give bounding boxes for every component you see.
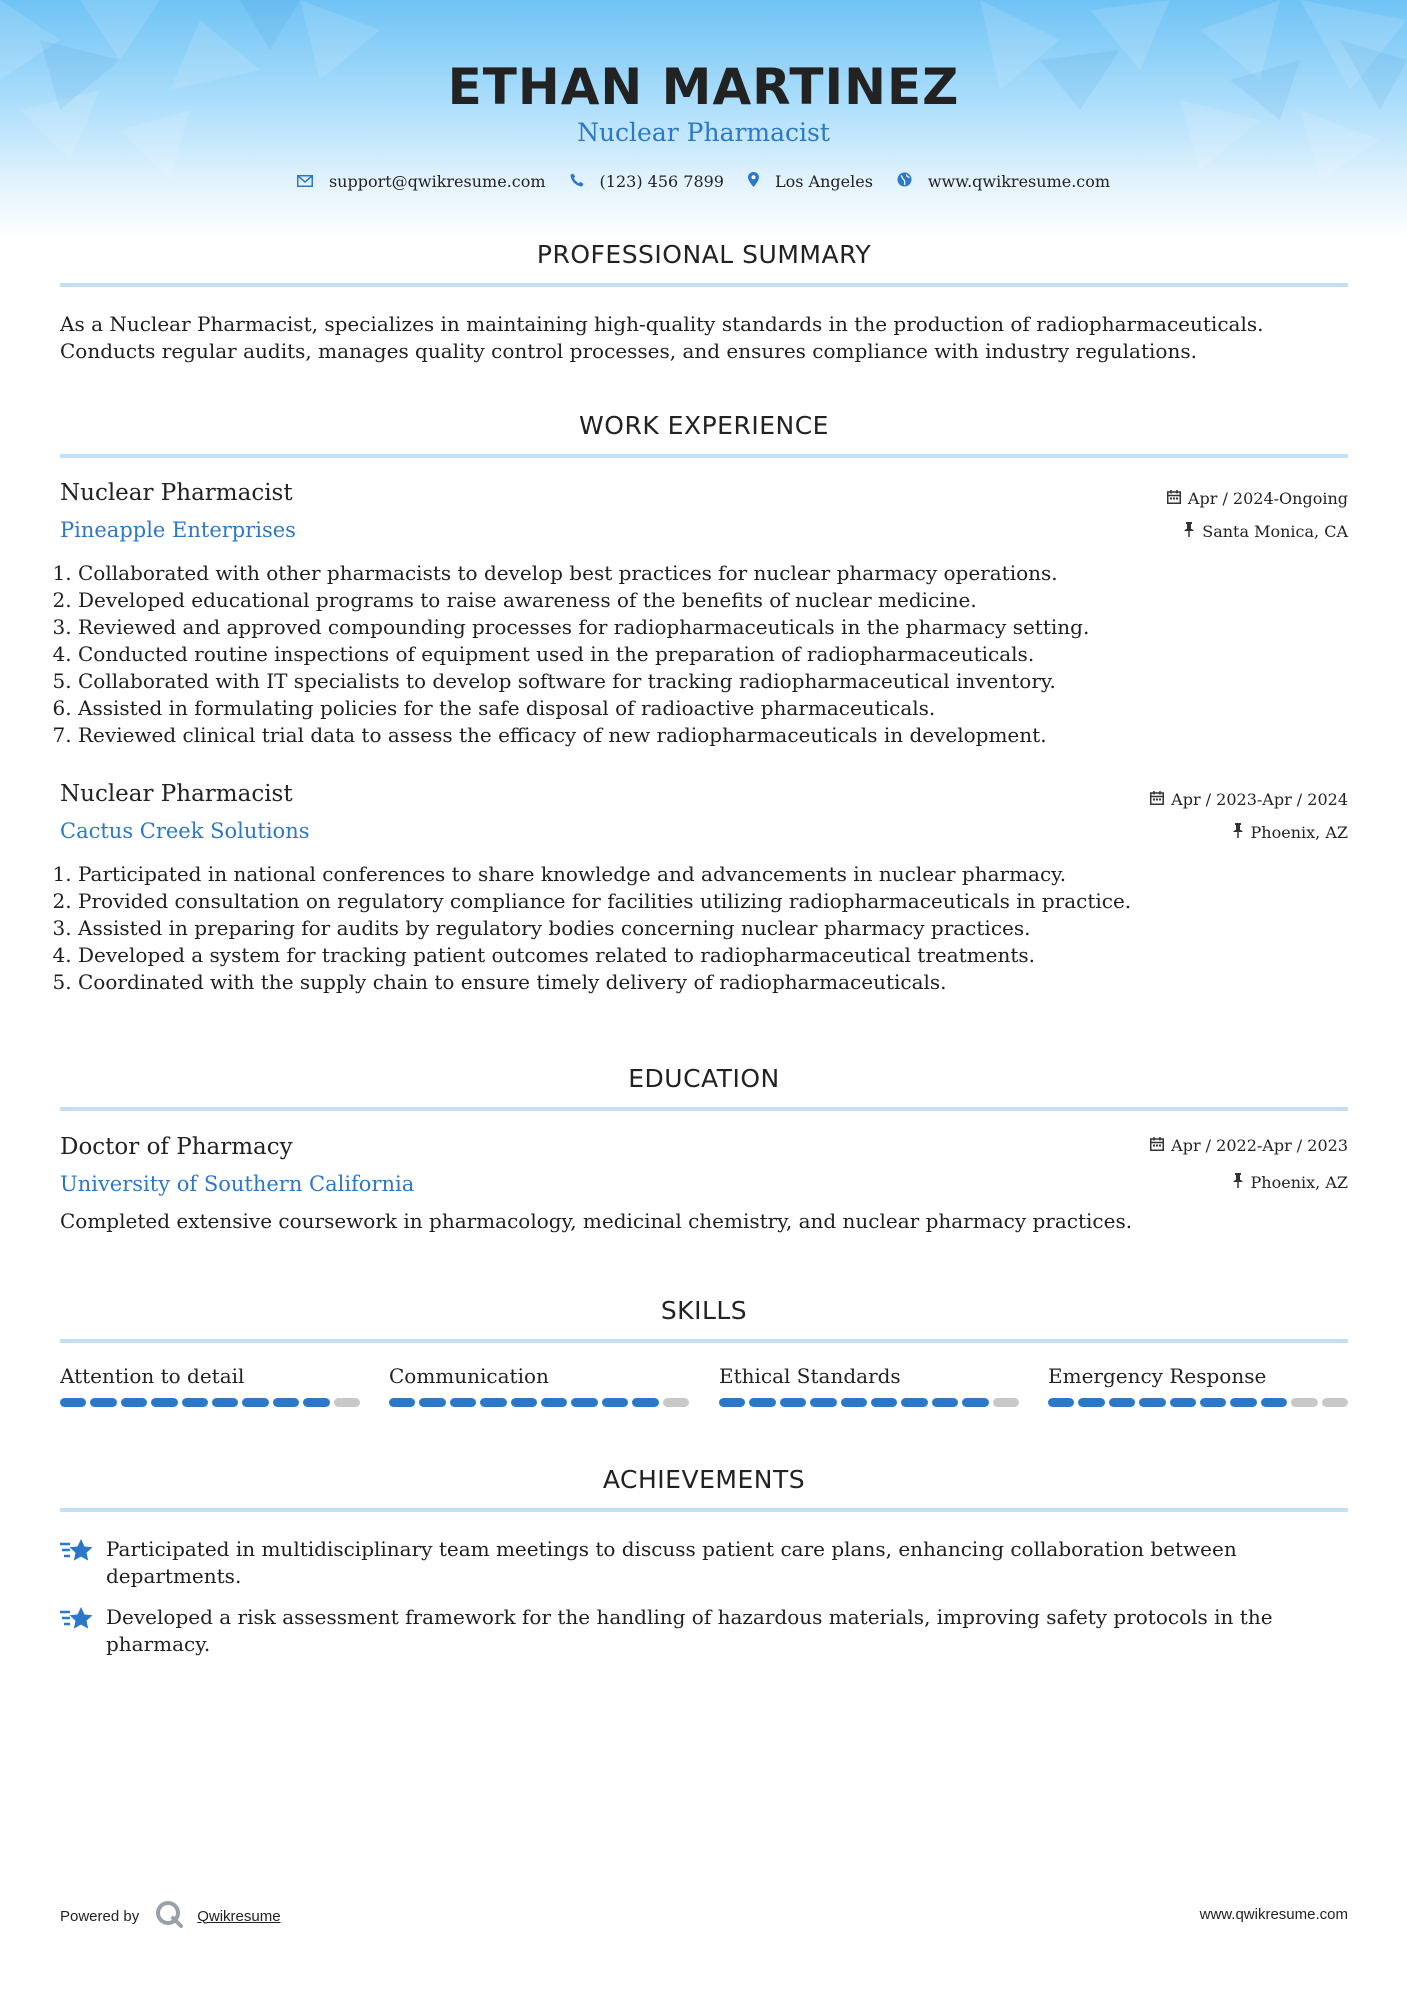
education-degree: Doctor of Pharmacy <box>60 1134 293 1160</box>
skill-segment-filled <box>1139 1398 1165 1407</box>
job-dates-text: Apr / 2024-Ongoing <box>1187 489 1348 508</box>
pushpin-icon <box>1232 1173 1244 1192</box>
skill-segment-filled <box>480 1398 506 1407</box>
section-title-skills: SKILLS <box>660 1296 748 1325</box>
contact-phone-text: (123) 456 7899 <box>599 172 724 191</box>
job-duty: 6. Assisted in formulating policies for the safe disposal of radioactive pharmaceuticals. <box>78 695 1368 722</box>
contact-email-text: support@qwikresume.com <box>328 172 546 191</box>
skill-segment-filled <box>273 1398 299 1407</box>
job-dates <box>1150 790 1348 809</box>
section-title-education: EDUCATION <box>628 1064 780 1093</box>
skill-name: Attention to detail <box>60 1364 245 1388</box>
job-company: Cactus Creek Solutions <box>60 819 310 843</box>
footer-website[interactable]: www.qwikresume.com <box>1199 1906 1348 1923</box>
job-location-text: Phoenix, AZ <box>1250 823 1348 842</box>
skill-segment-filled <box>182 1398 208 1407</box>
skill-segment-filled <box>1170 1398 1196 1407</box>
skill-segment-filled <box>719 1398 745 1407</box>
job-title: Nuclear Pharmacist <box>60 480 293 506</box>
skill-segment-filled <box>1230 1398 1256 1407</box>
skill-segment-filled <box>780 1398 806 1407</box>
job-duties <box>60 861 1368 996</box>
skill-segment-filled <box>1109 1398 1135 1407</box>
envelope-icon <box>297 173 313 191</box>
skill-segment-filled <box>749 1398 775 1407</box>
skill-segment-filled <box>632 1398 658 1407</box>
contact-website-text: www.qwikresume.com <box>927 172 1111 191</box>
job-location <box>1232 823 1348 842</box>
skill-segment-filled <box>962 1398 988 1407</box>
skill-segment-filled <box>1078 1398 1104 1407</box>
achievement-text: Developed a risk assessment framework for the handling of hazardous materials, improving safety protocols in the pharmacy. <box>106 1605 1273 1656</box>
skill-name: Communication <box>389 1364 549 1388</box>
section-divider <box>60 283 1348 287</box>
skill-segment-filled <box>571 1398 597 1407</box>
contact-email[interactable] <box>297 172 546 191</box>
skill-level-bar <box>1048 1398 1348 1407</box>
skill-segment-filled <box>871 1398 897 1407</box>
education-school: University of Southern California <box>60 1172 415 1196</box>
contact-website[interactable] <box>897 172 1110 191</box>
skill-name: Emergency Response <box>1048 1364 1267 1388</box>
section-divider <box>60 1107 1348 1111</box>
skill-segment-filled <box>810 1398 836 1407</box>
skill-segment-filled <box>389 1398 415 1407</box>
job-location-text: Santa Monica, CA <box>1202 522 1348 541</box>
skill-segment-filled <box>602 1398 628 1407</box>
skill-segment-empty <box>1291 1398 1317 1407</box>
skill-segment-filled <box>1048 1398 1074 1407</box>
job-location <box>1183 522 1348 541</box>
job-duty: 7. Reviewed clinical trial data to assess the efficacy of new radiopharmaceuticals in development. <box>78 722 1368 749</box>
job-dates <box>1167 489 1348 508</box>
section-divider <box>60 1339 1348 1343</box>
map-marker-icon <box>748 172 759 191</box>
job-duty: 4. Conducted routine inspections of equipment used in the preparation of radiopharmaceuticals. <box>78 641 1368 668</box>
qwikresume-link[interactable]: Qwikresume <box>197 1907 281 1925</box>
job-duty: 4. Developed a system for tracking patient outcomes related to radiopharmaceutical treatments. <box>78 942 1368 969</box>
skill-segment-filled <box>121 1398 147 1407</box>
skill-segment-filled <box>932 1398 958 1407</box>
education-description: Completed extensive coursework in pharmacology, medicinal chemistry, and nuclear pharmacy practices. <box>60 1209 1133 1233</box>
pushpin-icon <box>1183 522 1195 541</box>
skill-item <box>60 1364 360 1407</box>
achievement-text: Participated in multidisciplinary team meetings to discuss patient care plans, enhancing collaboration between departments. <box>106 1537 1237 1588</box>
summary-text: As a Nuclear Pharmacist, specializes in maintaining high-quality standards in the production of radiopharmaceuticals. Conducts regular audits, manages quality control processes, and ensures compliance with industry regulations. <box>60 312 1264 363</box>
section-title-summary: PROFESSIONAL SUMMARY <box>536 240 872 269</box>
skill-segment-empty <box>993 1398 1019 1407</box>
skill-segment-filled <box>151 1398 177 1407</box>
job-duty: 1. Collaborated with other pharmacists to develop best practices for nuclear pharmacy operations. <box>78 560 1368 587</box>
education-location <box>1232 1173 1348 1192</box>
job-title: Nuclear Pharmacist <box>60 781 293 807</box>
section-divider <box>60 454 1348 458</box>
skill-segment-filled <box>450 1398 476 1407</box>
job-duty: 2. Developed educational programs to raise awareness of the benefits of nuclear medicine. <box>78 587 1368 614</box>
skill-item <box>1048 1364 1348 1407</box>
job-duty: 3. Assisted in preparing for audits by regulatory bodies concerning nuclear pharmacy practices. <box>78 915 1368 942</box>
candidate-role: Nuclear Pharmacist <box>577 118 830 147</box>
education-location-text: Phoenix, AZ <box>1250 1173 1348 1192</box>
calendar-icon <box>1150 1137 1164 1155</box>
star-icon <box>60 1536 106 1590</box>
contact-bar <box>0 172 1407 191</box>
calendar-icon <box>1150 791 1164 809</box>
skill-segment-filled <box>1200 1398 1226 1407</box>
skill-segment-empty <box>663 1398 689 1407</box>
job-duty: 3. Reviewed and approved compounding processes for radiopharmaceuticals in the pharmacy setting. <box>78 614 1368 641</box>
skill-level-bar <box>389 1398 689 1407</box>
section-divider <box>60 1508 1348 1512</box>
pushpin-icon <box>1232 823 1244 842</box>
candidate-name: ETHAN MARTINEZ <box>447 58 960 116</box>
skill-segment-empty <box>1322 1398 1348 1407</box>
skill-segment-filled <box>541 1398 567 1407</box>
contact-location-text: Los Angeles <box>774 172 873 191</box>
skill-segment-filled <box>90 1398 116 1407</box>
contact-location <box>748 172 873 191</box>
education-dates <box>1150 1136 1348 1155</box>
skill-segment-filled <box>511 1398 537 1407</box>
skill-item <box>719 1364 1019 1407</box>
skill-segment-filled <box>901 1398 927 1407</box>
job-duty: 5. Collaborated with IT specialists to develop software for tracking radiopharmaceutical inventory. <box>78 668 1368 695</box>
skill-item <box>389 1364 689 1407</box>
job-duty: 5. Coordinated with the supply chain to ensure timely delivery of radiopharmaceuticals. <box>78 969 1368 996</box>
job-duty: 1. Participated in national conferences to share knowledge and advancements in nuclear pharmacy. <box>78 861 1368 888</box>
job-company: Pineapple Enterprises <box>60 518 296 542</box>
powered-by-label: Powered by <box>60 1907 140 1925</box>
calendar-icon <box>1167 490 1181 508</box>
achievement-item <box>60 1604 1350 1658</box>
education-dates-text: Apr / 2022-Apr / 2023 <box>1171 1136 1348 1155</box>
skill-segment-filled <box>303 1398 329 1407</box>
skill-segment-filled <box>212 1398 238 1407</box>
skill-segment-filled <box>841 1398 867 1407</box>
achievement-item <box>60 1536 1350 1590</box>
skill-segment-empty <box>334 1398 360 1407</box>
skill-level-bar <box>60 1398 360 1407</box>
skill-name: Ethical Standards <box>719 1364 901 1388</box>
skill-level-bar <box>719 1398 1019 1407</box>
footer-powered-by <box>60 1900 281 1932</box>
qwikresume-logo-icon <box>155 1900 183 1932</box>
contact-phone[interactable] <box>570 172 724 191</box>
star-icon <box>60 1604 106 1658</box>
section-title-achievements: ACHIEVEMENTS <box>602 1465 806 1494</box>
skill-segment-filled <box>242 1398 268 1407</box>
job-duties <box>60 560 1368 749</box>
job-dates-text: Apr / 2023-Apr / 2024 <box>1171 790 1348 809</box>
skill-segment-filled <box>419 1398 445 1407</box>
phone-icon <box>570 173 584 191</box>
skill-segment-filled <box>60 1398 86 1407</box>
skill-segment-filled <box>1261 1398 1287 1407</box>
section-title-experience: WORK EXPERIENCE <box>579 411 829 440</box>
globe-icon <box>897 172 912 191</box>
job-duty: 2. Provided consultation on regulatory compliance for facilities utilizing radiopharmaceuticals in practice. <box>78 888 1368 915</box>
